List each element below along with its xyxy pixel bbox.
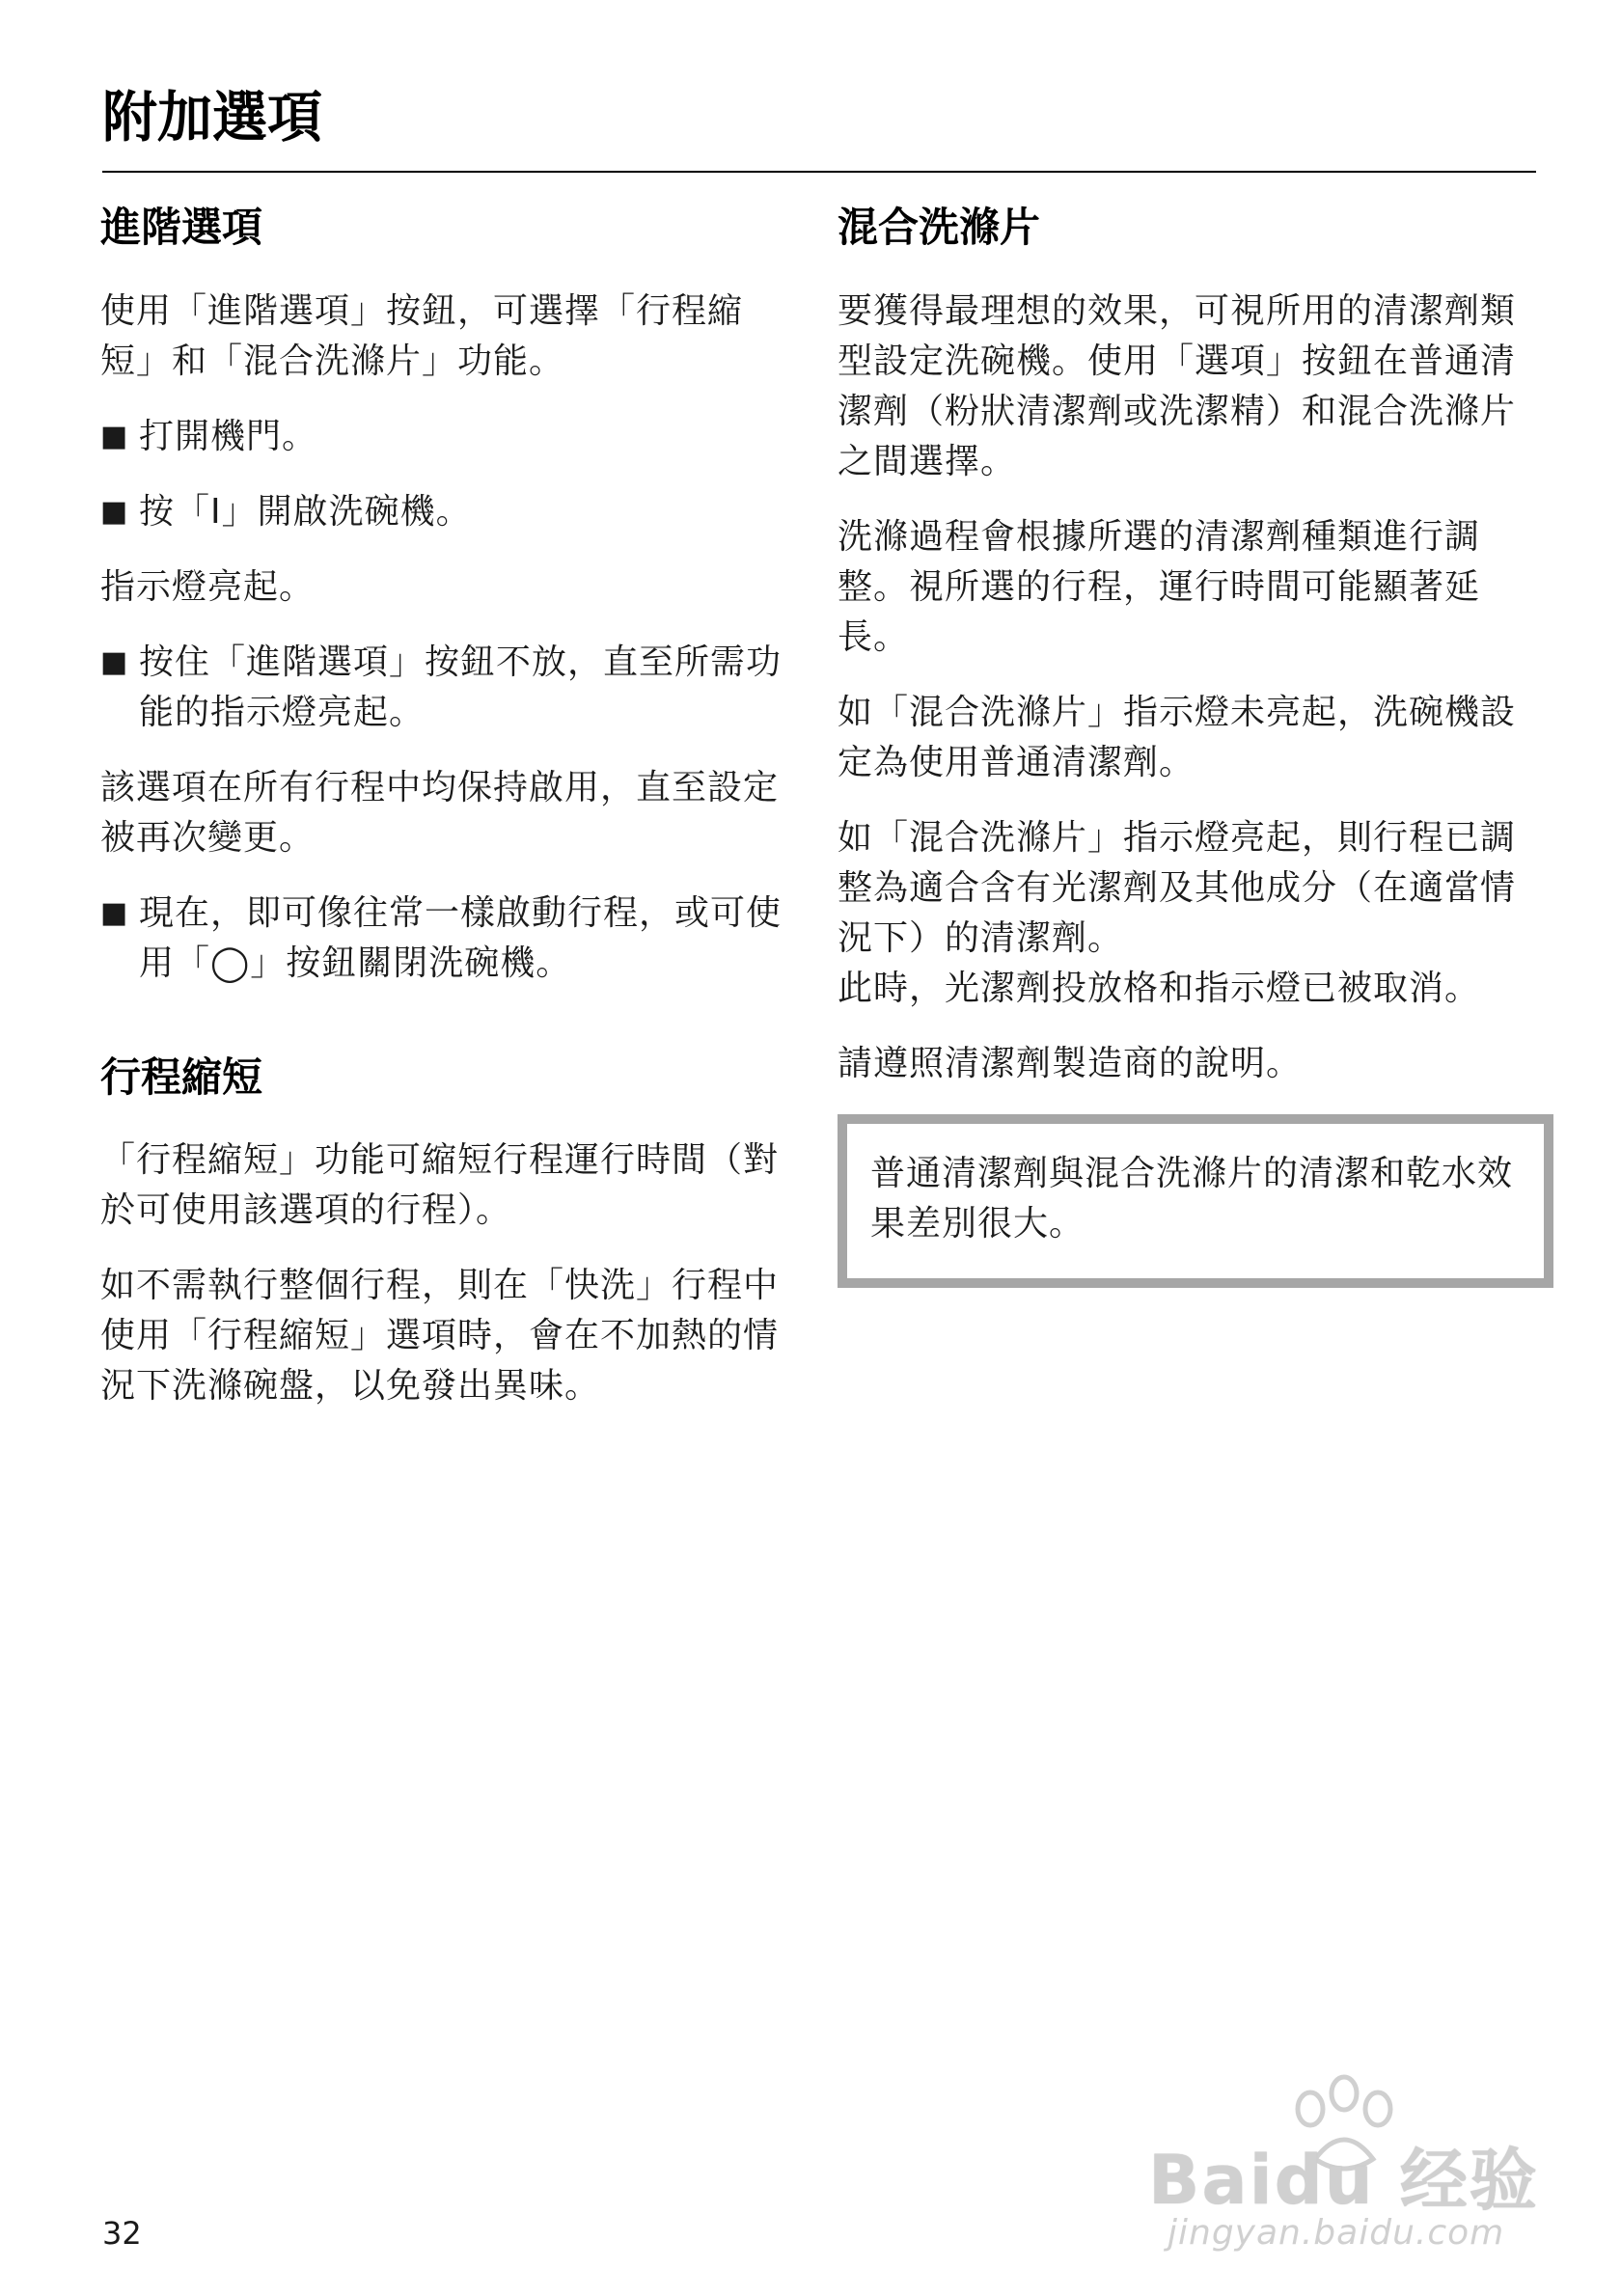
tablet-para-5: 請遵照清潔劑製造商的說明。: [838, 1043, 1303, 1083]
advanced-intro-text: 使用「進階選項」按鈕，可選擇「行程縮短」和「混合洗滌片」功能。: [100, 290, 744, 381]
tablet-para-2: 洗滌過程會根據所選的清潔劑種類進行調整。視所選的行程，運行時間可能顯著延長。: [838, 516, 1481, 657]
step-open-door: [100, 412, 795, 462]
bullet-square-icon: ■: [100, 644, 129, 679]
advanced-options-heading: 進階選項: [100, 204, 263, 251]
combo-tablet-heading: 混合洗滌片: [838, 204, 1041, 251]
bullet-square-icon: ■: [100, 494, 129, 529]
bullet-square-icon: ■: [100, 895, 129, 930]
step-power-on: [100, 487, 795, 537]
tablet-para-1: 要獲得最理想的效果，可視所用的清潔劑類型設定洗碗機。使用「選項」按鈕在普通清潔劑（粉狀清潔劑或洗潔精）和混合洗滌片之間選擇。: [838, 290, 1517, 481]
page-number: 32: [102, 2215, 142, 2252]
shorten-para-2: 如不需執行整個行程，則在「快洗」行程中使用「行程縮短」選項時，會在不加熱的情況下洗滌碗盤，以免發出異味。: [100, 1266, 780, 1406]
watermark-url: jingyan.baidu.com: [1168, 2213, 1505, 2253]
step-text: 按「I」開啟洗碗機。: [139, 491, 472, 532]
watermark-text: Baidu 经验: [1148, 2141, 1539, 2220]
bullet-square-icon: ■: [100, 419, 129, 453]
step-text: 打開機門。: [139, 416, 318, 456]
tablet-para-4a: 如「混合洗滌片」指示燈亮起，則行程已調整為適合含有光潔劑及其他成分（在適當情況下）的清潔劑。: [838, 817, 1517, 958]
step-start-program: [100, 888, 795, 989]
option-persist-text: 該選項在所有行程中均保持啟用，直至設定被再次變更。: [100, 767, 780, 858]
page-title: 附加選項: [102, 86, 322, 150]
step-hold-button: [100, 638, 795, 738]
note-text: 普通清潔劑與混合洗滌片的清潔和乾水效果差別很大。: [870, 1153, 1514, 1244]
shorten-para-1: 「行程縮短」功能可縮短行程運行時間（對於可使用該選項的行程）。: [100, 1140, 780, 1230]
shorten-program-heading: 行程縮短: [100, 1052, 263, 1101]
baidu-watermark: [1148, 2072, 1553, 2255]
indicator-on-text: 指示燈亮起。: [100, 566, 316, 607]
left-column: [100, 203, 795, 1436]
right-column: [838, 203, 1536, 1288]
tablet-para-4b: 此時，光潔劑投放格和指示燈已被取消。: [838, 968, 1481, 1008]
title-divider: [102, 171, 1536, 173]
step-text: 現在，即可像往常一樣啟動行程，或可使用「◯」按鈕關閉洗碗機。: [139, 892, 783, 983]
tablet-para-3: 如「混合洗滌片」指示燈未亮起，洗碗機設定為使用普通清潔劑。: [838, 692, 1517, 782]
note-box: [838, 1114, 1553, 1288]
step-text: 按住「進階選項」按鈕不放，直至所需功能的指示燈亮起。: [139, 642, 783, 732]
